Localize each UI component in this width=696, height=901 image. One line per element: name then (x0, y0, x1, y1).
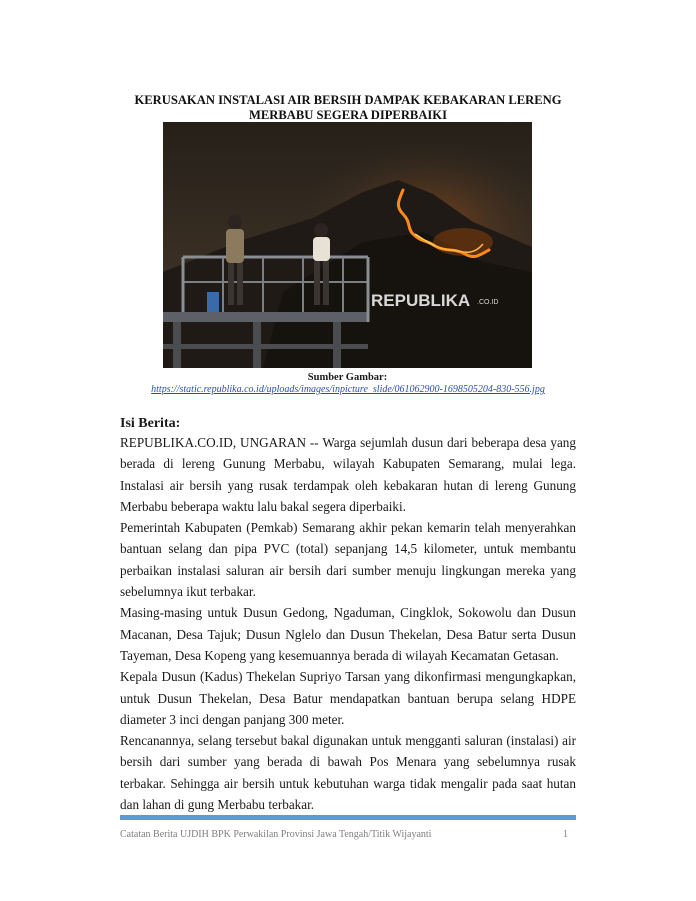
paragraph: Rencanannya, selang tersebut bakal digunakan untuk mengganti saluran (instalasi) air bersih dari sumber yang berada di bawah Pos Menara yang sebelumnya rusak terbakar. Sehingga air bersih untuk kebutuhan warga tidak mengalir pada saat hutan dan lahan di gung Merbabu terbakar. (120, 733, 576, 813)
paragraph: Kepala Dusun (Kadus) Thekelan Supriyo Tarsan yang dikonfirmasi mengungkapkan, untuk Dusun Thekelan, Desa Batur mendapatkan bantuan berupa selang HDPE diameter 3 inci dengan panjang 300 meter. (120, 669, 576, 727)
paragraph: REPUBLIKA.CO.ID, UNGARAN -- Warga sejumlah dusun dari beberapa desa yang berada di lereng Gunung Merbabu, wilayah Kabupaten Semarang, mulai lega. Instalasi air bersih yang rusak terdampak oleh kebakaran hutan di lereng Gunung Merbabu beberapa waktu lalu bakal segera diperbaiki. (120, 435, 576, 514)
footer-divider (120, 815, 576, 820)
footer-text: Catatan Berita UJDIH BPK Perwakilan Provinsi Jawa Tengah/Titik Wijayanti (120, 829, 432, 840)
photo-watermark-suffix: .CO.ID (477, 299, 499, 306)
paragraph: Pemerintah Kabupaten (Pemkab) Semarang akhir pekan kemarin telah menyerahkan bantuan selang dan pipa PVC (total) sepanjang 14,5 kilometer, untuk membantu perbaikan instalasi saluran air bersih dari sumber menuju lingkungan mereka yang sebelumnya ikut terbakar. (120, 520, 576, 600)
title-line-2: MERBABU SEGERA DIPERBAIKI (248, 108, 448, 122)
image-source-label: Sumber Gambar: (307, 372, 388, 383)
photo-watermark: REPUBLIKA (371, 291, 471, 310)
news-photo (163, 122, 532, 368)
section-heading: Isi Berita: (120, 416, 181, 431)
image-source-link[interactable]: https://static.republika.co.id/uploads/images/inpicture_slide/061062900-1698505204-830-556.jpg (151, 384, 545, 395)
document-title (110, 93, 586, 123)
article-body (120, 432, 576, 815)
page-number: 1 (563, 829, 568, 840)
paragraph: Masing-masing untuk Dusun Gedong, Ngaduman, Cingklok, Sokowolu dan Dusun Macanan, Desa Tajuk; Dusun Nglelo dan Dusun Thekelan, Desa Batur serta Dusun Tayeman, Desa Kopeng yang kesemuannya berada di wilayah Kecamatan Getasan. (120, 605, 576, 663)
wildfire-photo-illustration (163, 122, 532, 368)
title-line-1: KERUSAKAN INSTALASI AIR BERSIH DAMPAK KEBAKARAN LERENG (134, 93, 562, 107)
